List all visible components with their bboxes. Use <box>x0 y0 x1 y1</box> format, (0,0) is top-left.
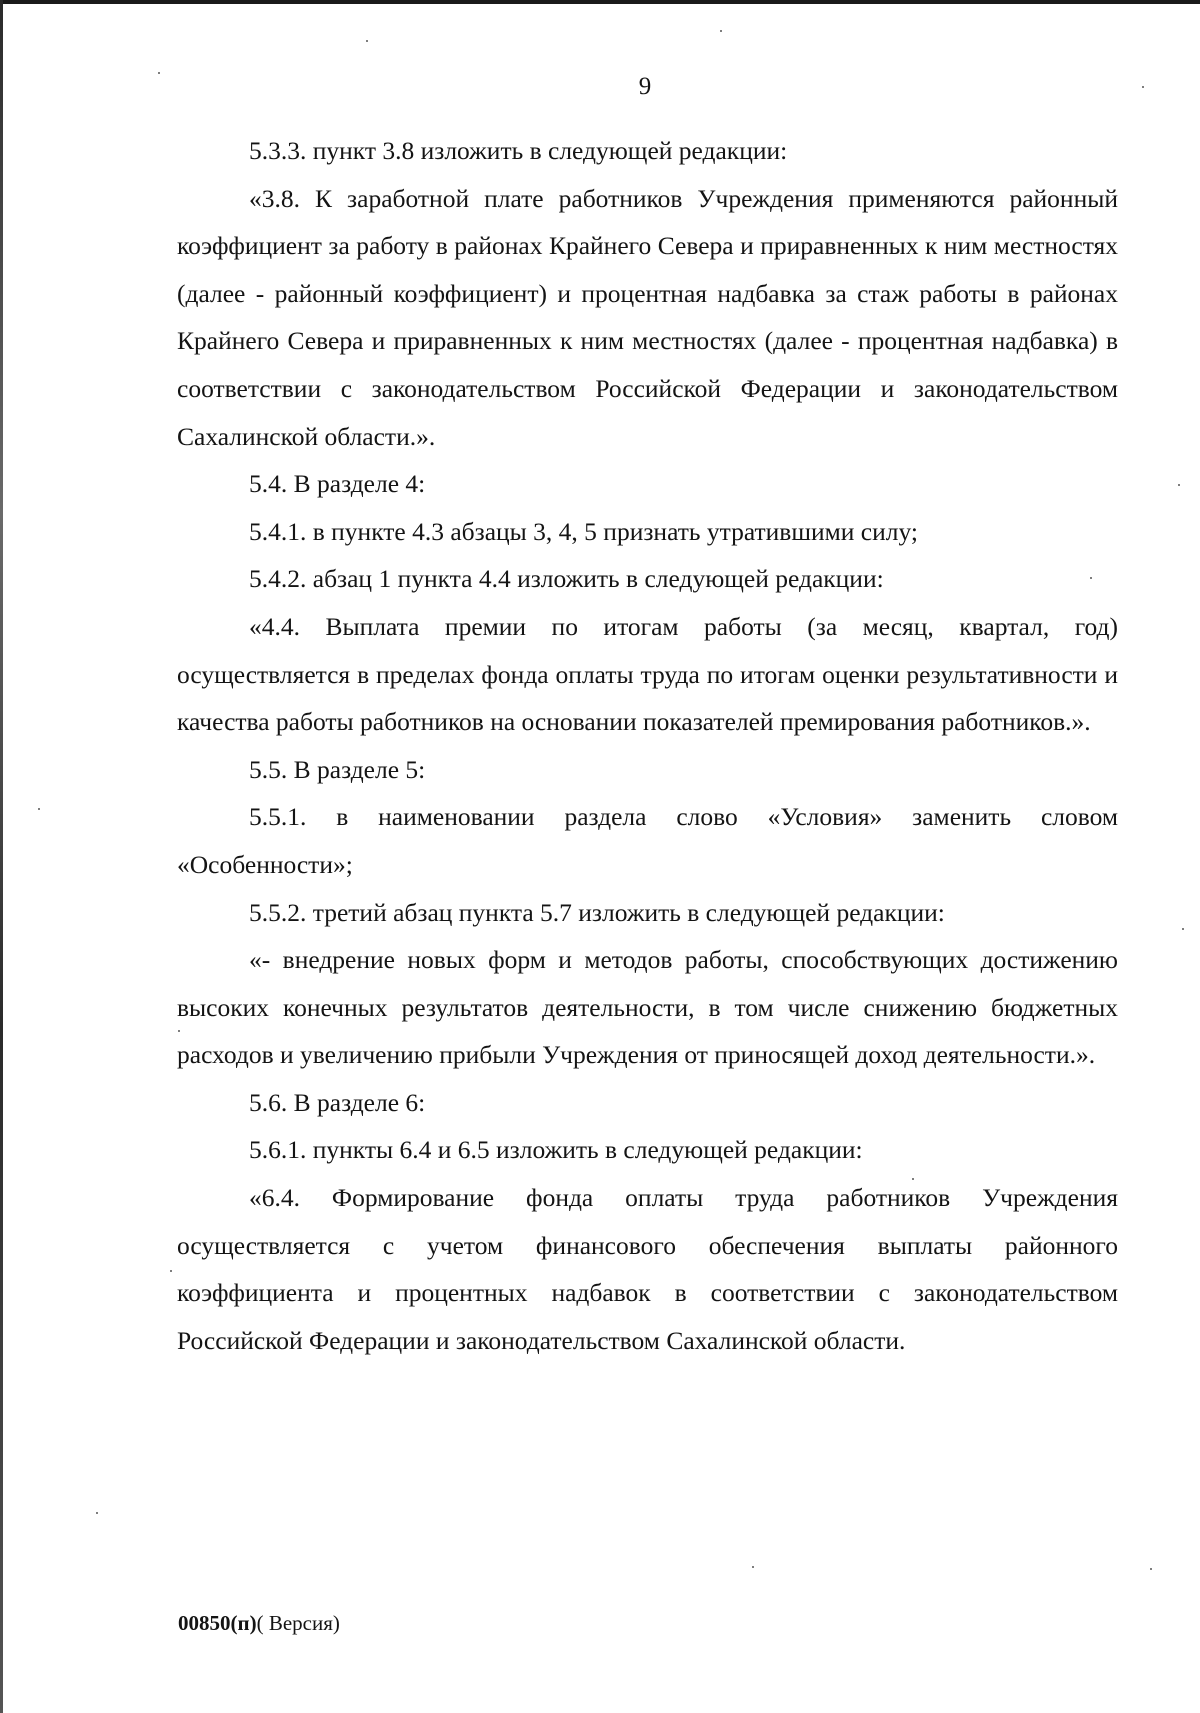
document-footer <box>178 1610 340 1636</box>
paragraph: 5.5. В разделе 5: <box>249 754 426 784</box>
speck <box>720 30 722 32</box>
speck <box>96 1512 98 1514</box>
scan-top-edge <box>0 0 1200 4</box>
speck <box>38 808 40 810</box>
paragraph: «- внедрение новых форм и методов работы, способствующих достижению высоких конечных результатов деятельности, в том числе снижению бюджетных расходов и увеличению прибыли Учреждения от приносящей доход деятельности.». <box>177 945 1118 1070</box>
document-body <box>177 127 1118 1364</box>
paragraph: 5.4.1. в пункте 4.3 абзацы 3, 4, 5 признать утратившими силу; <box>249 516 918 546</box>
speck <box>170 1270 172 1272</box>
paragraph: 5.6. В разделе 6: <box>249 1087 426 1117</box>
speck <box>366 40 368 42</box>
paragraph: 5.4.2. абзац 1 пункта 4.4 изложить в следующей редакции: <box>249 564 884 594</box>
speck <box>1182 928 1184 930</box>
document-code: 00850(п) <box>178 1611 257 1635</box>
paragraph: 5.5.2. третий абзац пункта 5.7 изложить в следующей редакции: <box>249 897 945 927</box>
scan-left-edge <box>0 0 3 1713</box>
paragraph: 5.6.1. пункты 6.4 и 6.5 изложить в следующей редакции: <box>249 1135 863 1165</box>
speck <box>1178 484 1180 486</box>
paragraph: 5.4. В разделе 4: <box>249 469 426 499</box>
paragraph: 5.5.1. в наименовании раздела слово «Условия» заменить словом «Особенности»; <box>177 802 1118 879</box>
speck <box>752 1566 754 1568</box>
paragraph: «6.4. Формирование фонда оплаты труда работников Учреждения осуществляется с учетом финансового обеспечения выплаты районного коэффициента и процентных надбавок в соответствии с законодательством Российской Федерации и законодательством Сахалинской области. <box>177 1183 1118 1355</box>
paragraph: 5.3.3. пункт 3.8 изложить в следующей редакции: <box>249 136 788 165</box>
paragraph: «4.4. Выплата премии по итогам работы (за месяц, квартал, год) осуществляется в пределах фонда оплаты труда по итогам оценки результативности и качества работы работников на основании показателей премирования работников.». <box>177 611 1118 737</box>
speck <box>1150 1568 1152 1570</box>
document-version: ( Версия) <box>256 1611 340 1635</box>
paragraph: «3.8. К заработной плате работников Учреждения применяются районный коэффициент за работу в районах Крайнего Севера и приравненных к ним местностях (далее - районный коэффициент) и процентная надбавка за стаж работы в районах Крайнего Севера и приравненных к ним местностях (далее - процентная надбавка) в соответствии с законодательством Российской Федерации и законодательством Сахалинской области.». <box>177 183 1118 451</box>
page-number: 9 <box>638 73 652 100</box>
